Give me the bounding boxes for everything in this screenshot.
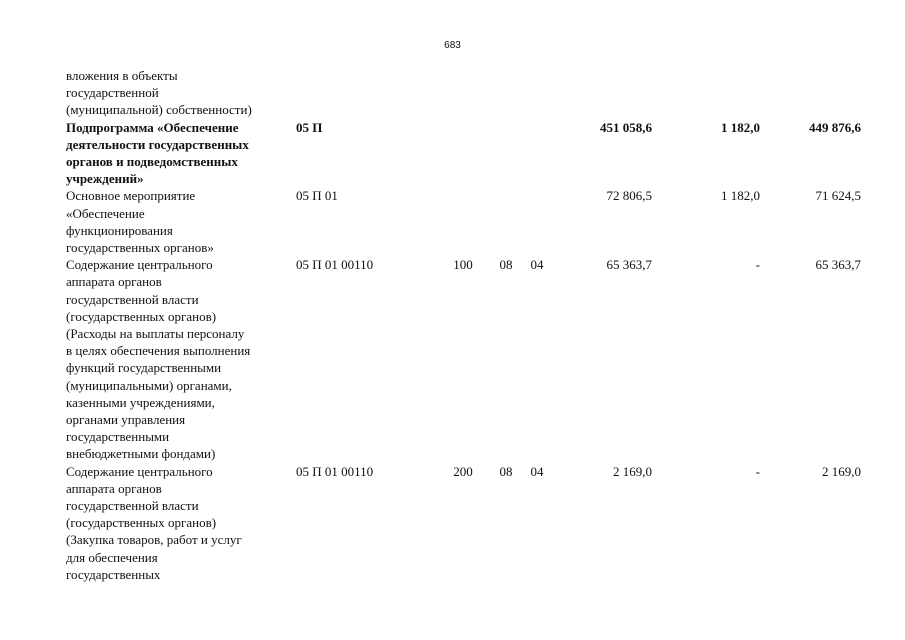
row-code: 05 П (296, 119, 323, 135)
row-name (66, 256, 296, 462)
row-sum-initial: 72 806,5 (606, 188, 652, 204)
row-section: 08 (499, 463, 513, 479)
row-name (66, 463, 296, 583)
row-name-line: деятельности государственных (66, 136, 249, 152)
row-code (296, 67, 436, 119)
budget-table (66, 67, 861, 583)
row-code: 05 П 01 (296, 188, 338, 204)
row-name-line: органами управления (66, 412, 186, 428)
row-expense-type: 100 (453, 257, 473, 273)
row-name-line: государственными (66, 429, 170, 445)
row-subsection: 04 (530, 463, 544, 479)
row-name-line: государственных (66, 566, 161, 582)
row-sum-final (760, 67, 861, 119)
row-name-line: Содержание центрального (66, 463, 213, 479)
row-expense-type: 200 (453, 463, 473, 479)
table-row (66, 187, 861, 256)
row-name-line: функционирования (66, 222, 173, 238)
row-code: 05 П 01 00110 (296, 463, 374, 479)
row-name-line: государственной (66, 85, 159, 101)
row-expense-type (436, 187, 490, 256)
row-name-line: аппарата органов (66, 274, 162, 290)
row-sum-change: - (755, 257, 760, 273)
row-name-line: государственной власти (66, 291, 199, 307)
row-name-line: для обеспечения (66, 549, 158, 565)
row-subsection (522, 67, 552, 119)
row-section: 08 (499, 257, 513, 273)
row-name (66, 119, 296, 188)
row-name-line: Подпрограмма «Обеспечение (66, 119, 239, 135)
budget-table-body (66, 67, 861, 583)
row-sum-final: 65 363,7 (815, 257, 861, 273)
row-section (490, 187, 522, 256)
row-name-line: (муниципальными) органами, (66, 377, 232, 393)
row-name-line: (муниципальной) собственности) (66, 102, 252, 118)
row-expense-type (436, 119, 490, 188)
row-sum-change: - (755, 463, 760, 479)
table-row (66, 463, 861, 583)
row-name-line: (государственных органов) (66, 308, 217, 324)
row-sum-initial: 65 363,7 (606, 257, 652, 273)
row-section (490, 119, 522, 188)
row-name-line: (Закупка товаров, работ и услуг (66, 532, 242, 548)
row-name-line: в целях обеспечения выполнения (66, 343, 251, 359)
row-code: 05 П 01 00110 (296, 257, 374, 273)
row-sum-change: 1 182,0 (721, 119, 760, 135)
row-name-line: органов и подведомственных (66, 154, 238, 170)
row-name-line: аппарата органов (66, 480, 162, 496)
row-name-line: внебюджетными фондами) (66, 446, 216, 462)
row-name-line: Основное мероприятие (66, 188, 196, 204)
row-name-line: вложения в объекты (66, 68, 178, 83)
row-name-line: (государственных органов) (66, 515, 217, 531)
row-sum-final: 71 624,5 (815, 188, 861, 204)
row-sum-change (652, 67, 760, 119)
row-name-line: «Обеспечение (66, 205, 145, 221)
row-sum-initial: 451 058,6 (600, 119, 652, 135)
row-name-line: (Расходы на выплаты персоналу (66, 326, 245, 342)
row-subsection (522, 187, 552, 256)
row-sum-initial (552, 67, 652, 119)
row-sum-change: 1 182,0 (721, 188, 760, 204)
table-row (66, 67, 861, 119)
page-number: 683 (444, 40, 461, 51)
row-name-line: функций государственными (66, 360, 222, 376)
row-name (66, 67, 296, 119)
row-sum-final: 449 876,6 (809, 119, 861, 135)
row-name-line: государственной власти (66, 498, 199, 514)
row-name-line: учреждений» (66, 171, 144, 187)
row-section (490, 67, 522, 119)
row-name-line: казенными учреждениями, (66, 394, 215, 410)
row-sum-final: 2 169,0 (822, 463, 861, 479)
row-name-line: государственных органов» (66, 240, 214, 256)
row-name (66, 187, 296, 256)
table-row (66, 256, 861, 462)
table-row (66, 119, 861, 188)
row-name-line: Содержание центрального (66, 257, 213, 273)
row-subsection: 04 (530, 257, 544, 273)
row-sum-initial: 2 169,0 (613, 463, 652, 479)
row-subsection (522, 119, 552, 188)
row-expense-type (436, 67, 490, 119)
